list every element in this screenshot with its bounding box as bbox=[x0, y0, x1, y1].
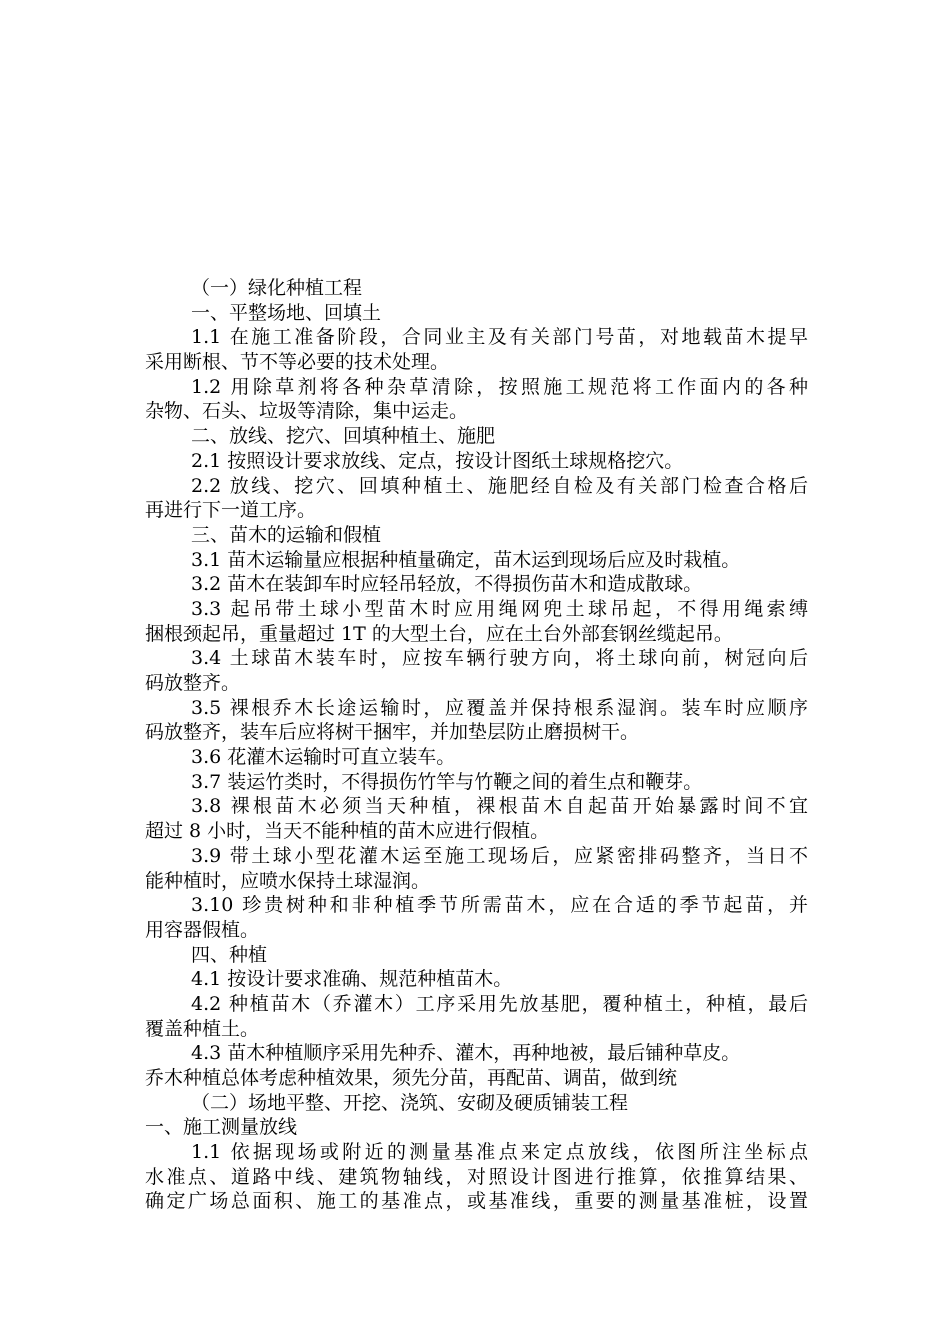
text-line: 3.3 起吊带土球小型苗木时应用绳网兜土球吊起，不得用绳索缚 bbox=[191, 597, 808, 620]
text-line: 码放整齐。 bbox=[145, 672, 241, 694]
text-line: 2.1 按照设计要求放线、定点，按设计图纸土球规格挖穴。 bbox=[191, 449, 684, 472]
text-line: 3.7 装运竹类时，不得损伤竹竿与竹鞭之间的着生点和鞭芽。 bbox=[191, 770, 703, 793]
text-line: 3.10 珍贵树种和非种植季节所需苗木，应在合适的季节起苗，并 bbox=[191, 894, 808, 917]
text-line: 3.6 花灌木运输时可直立装车。 bbox=[191, 746, 456, 769]
text-line: （二）场地平整、开挖、浇筑、安砌及硬质铺装工程 bbox=[191, 1091, 629, 1114]
text-line: 2.2 放线、挖穴、回填种植土、施肥经自检及有关部门检查合格后 bbox=[191, 474, 808, 497]
text-line: 用容器假植。 bbox=[145, 918, 260, 941]
text-line: 乔木种植总体考虑种植效果，须先分苗，再配苗、调苗，做到统 bbox=[145, 1067, 678, 1089]
text-line: 3.9 带土球小型花灌木运至施工现场后，应紧密排码整齐，当日不 bbox=[191, 844, 808, 867]
text-line: 水准点、道路中线、建筑物轴线，对照设计图进行推算，依推算结果、 bbox=[145, 1165, 808, 1188]
text-line: 3.2 苗木在装卸车时应轻吊轻放，不得损伤苗木和造成散球。 bbox=[191, 573, 703, 596]
text-line: 四、种植 bbox=[191, 943, 268, 966]
text-line: 一、施工测量放线 bbox=[145, 1116, 298, 1139]
text-line: 码放整齐，装车后应将树干捆牢，并加垫层防止磨损树干。 bbox=[145, 721, 640, 744]
text-line: 3.1 苗木运输量应根据种植量确定，苗木运到现场后应及时栽植。 bbox=[191, 548, 741, 571]
text-line: 确定广场总面积、施工的基准点，或基准线，重要的测量基准桩，设置 bbox=[145, 1190, 808, 1213]
text-line: 能种植时，应喷水保持土球湿润。 bbox=[145, 869, 431, 892]
text-line: 再进行下一道工序。 bbox=[145, 499, 317, 522]
text-line: 超过 8 小时，当天不能种植的苗木应进行假植。 bbox=[145, 820, 550, 843]
text-line: 4.1 按设计要求准确、规范种植苗木。 bbox=[191, 968, 513, 991]
text-line: 3.5 裸根乔木长途运输时，应覆盖并保持根系湿润。装车时应顺序 bbox=[191, 696, 808, 719]
document-body bbox=[145, 276, 808, 1214]
text-line: 4.2 种植苗木（乔灌木）工序采用先放基肥，覆种植土，种植，最后 bbox=[191, 992, 808, 1015]
text-line: 3.8 裸根苗木必须当天种植，裸根苗木自起苗开始暴露时间不宜 bbox=[191, 795, 808, 818]
text-line: （一）绿化种植工程 bbox=[191, 277, 363, 299]
text-line: 捆根颈起吊，重量超过 1T 的大型土台，应在土台外部套钢丝缆起吊。 bbox=[145, 622, 733, 645]
text-line: 杂物、石头、垃圾等清除，集中运走。 bbox=[145, 400, 469, 423]
text-line: 1.1 在施工准备阶段，合同业主及有关部门号苗，对地载苗木提早 bbox=[191, 326, 808, 349]
text-line: 覆盖种植土。 bbox=[145, 1017, 260, 1040]
text-line: 3.4 土球苗木装车时，应按车辆行驶方向，将土球向前，树冠向后 bbox=[191, 647, 808, 670]
text-line: 4.3 苗木种植顺序采用先种乔、灌木，再种地被，最后铺种草皮。 bbox=[191, 1042, 741, 1065]
text-line: 二、放线、挖穴、回填种植土、施肥 bbox=[191, 425, 496, 448]
text-line: 1.1 依据现场或附近的测量基准点来定点放线，依图所注坐标点 bbox=[191, 1141, 808, 1164]
text-line: 采用断根、节不等必要的技术处理。 bbox=[145, 351, 450, 374]
text-line: 一、平整场地、回填土 bbox=[191, 301, 382, 324]
text-line: 1.2 用除草剂将各种杂草清除，按照施工规范将工作面内的各种 bbox=[191, 375, 808, 398]
text-line: 三、苗木的运输和假植 bbox=[191, 523, 382, 546]
